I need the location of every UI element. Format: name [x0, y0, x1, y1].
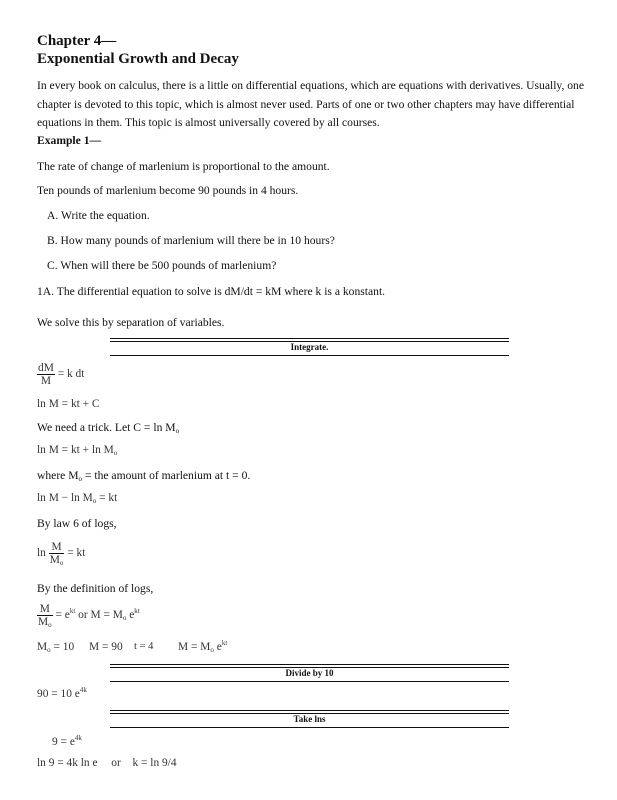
example-part-b: B. How many pounds of marlenium will there be in 10 hours?	[47, 234, 335, 247]
ln-symbol: ln	[37, 547, 46, 560]
example-statement-2: Ten pounds of marlenium become 90 pounds in 4 hours.	[37, 184, 299, 197]
equation-ln-m-2	[37, 444, 117, 456]
values-t: t = 4	[134, 641, 154, 652]
equation-final	[37, 757, 177, 769]
values-model-main: M = M	[178, 641, 211, 653]
exponent: kt	[134, 607, 140, 616]
denominator-subscript: o	[48, 621, 52, 629]
equation-ln-diff	[37, 492, 117, 504]
method-text: We solve this by separation of variables.	[37, 316, 225, 329]
equation-90	[37, 688, 87, 700]
example-part-c: C. When will there be 500 pounds of marlenium?	[47, 259, 277, 272]
intro-paragraph: In every book on calculus, there is a little on differential equations, which are equations with derivatives. Usually, one chapter is devoted to this topic, which is almost never used. Parts of one or two other chapters may have differential equations in them. This topic is almost universally covered by all courses.	[37, 79, 585, 129]
equation-separation	[37, 362, 84, 387]
or-m-equals: or M = M	[78, 609, 123, 622]
fraction-numerator: M	[51, 541, 62, 553]
fraction-denominator	[49, 553, 65, 566]
equation-ln-diff-rhs: = kt	[99, 492, 118, 504]
equation-final-k: k = ln 9/4	[132, 757, 177, 769]
values-m0-value: = 10	[53, 641, 75, 653]
band-take-lns	[110, 710, 509, 728]
equation-9	[52, 736, 82, 748]
values-m0-letter: M	[37, 641, 48, 653]
denominator-letter: M	[38, 616, 49, 628]
band-divide	[110, 664, 509, 682]
fraction-numerator: dM	[38, 362, 54, 374]
equation-ln-m: ln M = kt + C	[37, 398, 100, 410]
fraction-denominator: M	[37, 374, 55, 387]
values-m: M = 90	[89, 641, 123, 653]
exponent: kt	[69, 607, 76, 616]
equation-ln-diff-subscript: o	[92, 497, 97, 505]
band-integrate-label: Integrate.	[290, 342, 329, 352]
fraction-m-over-m0	[49, 541, 65, 566]
equation-9-main: 9 = e	[52, 736, 75, 748]
fraction-denominator	[37, 615, 53, 628]
equation-9-exponent: 4k	[74, 734, 82, 742]
example-statement-1: The rate of change of marlenium is proportional to the amount.	[37, 160, 330, 173]
trick-text	[37, 421, 179, 434]
example-heading: Example 1—	[37, 134, 102, 147]
band-integrate	[110, 338, 509, 356]
fraction-dm-over-m	[37, 362, 55, 387]
equals-e: = e	[55, 609, 70, 622]
equation-90-main: 90 = 10 e	[37, 688, 80, 700]
example-part-a: A. Write the equation.	[47, 209, 150, 222]
e-symbol: e	[129, 609, 135, 622]
equation-definition	[37, 603, 140, 628]
values-m0-subscript: o	[47, 646, 51, 654]
subscript: o	[122, 614, 127, 623]
equation-ln-m-2-subscript: o	[113, 449, 118, 457]
trick-subscript: o	[175, 427, 180, 435]
equation-rhs: = k dt	[57, 368, 85, 381]
def-logs-text: By the definition of logs,	[37, 582, 154, 595]
values-model-subscript: o	[210, 646, 214, 654]
values-model	[178, 641, 227, 653]
law6-text: By law 6 of logs,	[37, 517, 117, 530]
values-m0	[37, 641, 74, 653]
equation-ln-diff-main: ln M − ln M	[37, 492, 93, 504]
equation-law6	[37, 541, 85, 566]
equation-final-ln: ln 9 = 4k ln e	[37, 757, 98, 769]
equation-final-or: or	[111, 757, 121, 769]
equation-90-exponent: 4k	[79, 686, 87, 694]
equation-ln-m-2-main: ln M = kt + ln M	[37, 444, 114, 456]
fraction-numerator: M	[39, 603, 50, 615]
where-text	[37, 469, 250, 482]
chapter-number: Chapter 4—	[37, 33, 117, 49]
where-subscript: o	[78, 475, 83, 483]
values-model-exponent: kt	[221, 639, 228, 647]
trick-text-main: We need a trick. Let C = ln M	[37, 421, 176, 434]
band-divide-label: Divide by 10	[285, 668, 334, 678]
where-text-pre: where M	[37, 469, 79, 482]
values-model-e: e	[216, 641, 222, 653]
equation-rhs: = kt	[67, 547, 86, 560]
denominator-subscript: o	[59, 559, 64, 567]
fraction-m-over-m0-2	[37, 603, 53, 628]
chapter-title: Exponential Growth and Decay	[37, 51, 239, 67]
denominator-letter: M	[49, 554, 60, 566]
where-text-post: = the amount of marlenium at t = 0.	[84, 469, 251, 482]
answer-1a: 1A. The differential equation to solve is dM/dt = kM where k is a konstant.	[37, 285, 386, 298]
band-take-lns-label: Take lns	[293, 714, 326, 724]
